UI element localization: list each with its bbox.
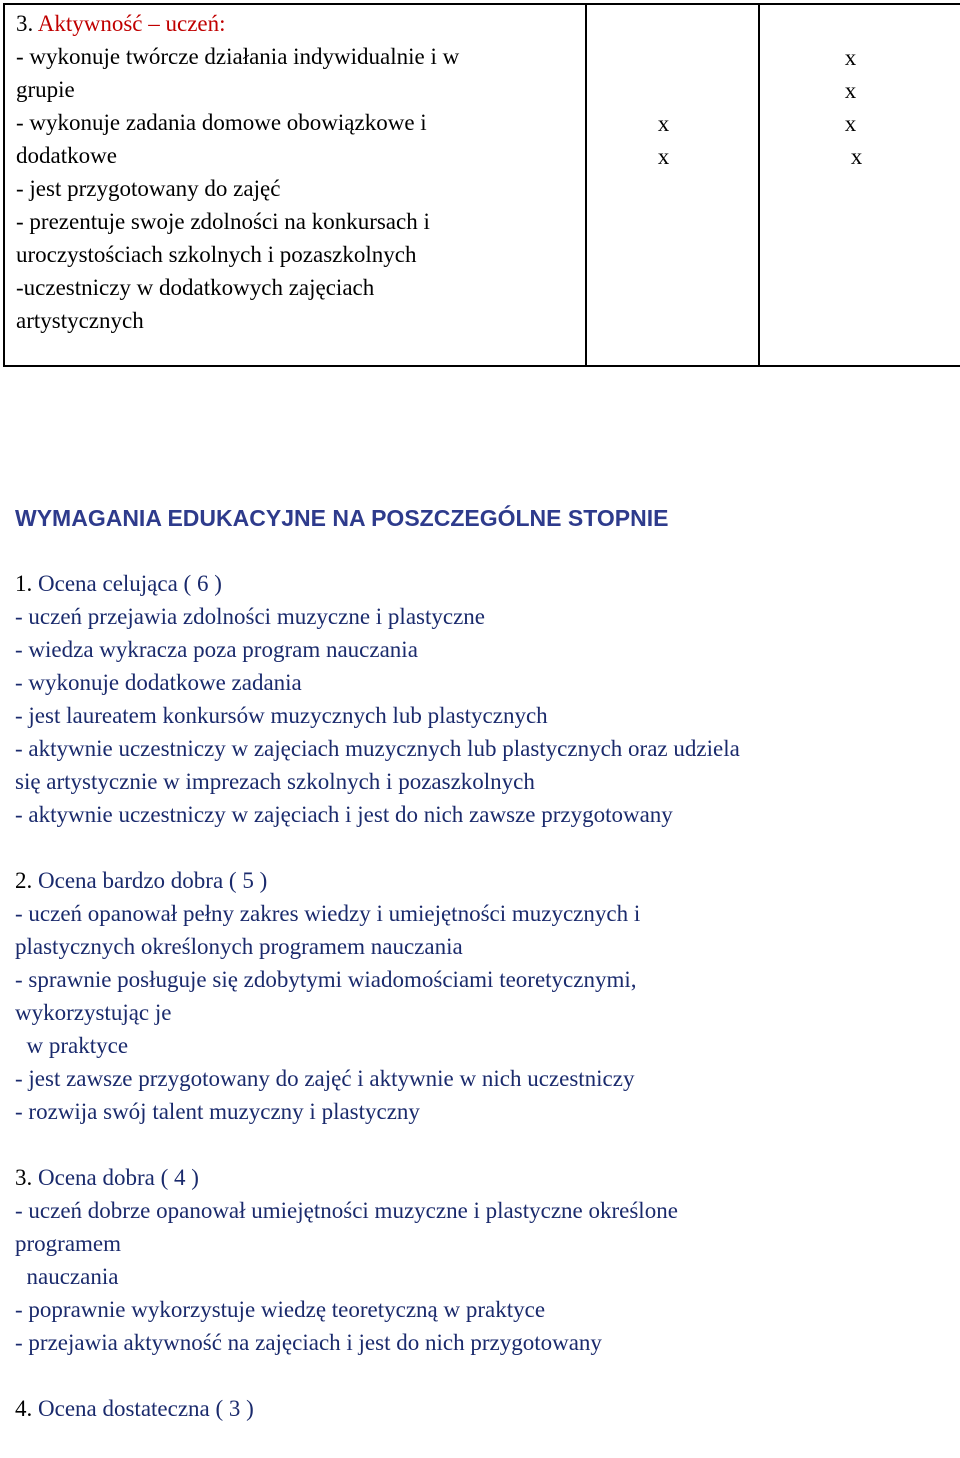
grade-line: - rozwija swój talent muzyczny i plastyczny	[15, 1099, 420, 1124]
assessment-table	[3, 3, 960, 367]
mark-x: x	[657, 144, 670, 169]
grade-number: 3.	[15, 1165, 33, 1190]
mark-list-a	[587, 5, 758, 173]
grade-line: w praktyce	[15, 1033, 129, 1058]
grade-block-5	[15, 864, 955, 1128]
grade-title: Ocena dobra ( 4 )	[38, 1165, 199, 1190]
grade-requirements	[15, 567, 955, 1458]
criteria-line: artystycznych	[16, 308, 144, 333]
grade-block-4	[15, 1161, 955, 1359]
grade-line: - aktywnie uczestniczy w zajęciach i jest do nich zawsze przygotowany	[15, 802, 673, 827]
criteria-line: - wykonuje twórcze działania indywidualnie i w	[16, 44, 460, 69]
grade-line: - poprawnie wykorzystuje wiedzę teoretyczną w praktyce	[15, 1297, 546, 1322]
criteria-line: - jest przygotowany do zajęć	[16, 176, 281, 201]
criteria-line: uroczystościach szkolnych i pozaszkolnych	[16, 242, 417, 267]
section-title: WYMAGANIA EDUKACYJNE NA POSZCZEGÓLNE STOPNIE	[15, 505, 669, 531]
grade-line: nauczania	[15, 1264, 119, 1289]
grade-line: - przejawia aktywność na zajęciach i jest do nich przygotowany	[15, 1330, 602, 1355]
grade-block-6	[15, 567, 955, 831]
criteria-heading-text: Aktywność – uczeń:	[37, 11, 226, 36]
grade-line: - aktywnie uczestniczy w zajęciach muzycznych lub plastycznych oraz udziela	[15, 736, 740, 761]
grade-line: się artystycznie w imprezach szkolnych i pozaszkolnych	[15, 769, 535, 794]
criteria-line: - wykonuje zadania domowe obowiązkowe i	[16, 110, 427, 135]
grade-line: - wiedza wykracza poza program nauczania	[15, 637, 418, 662]
grade-line: - sprawnie posługuje się zdobytymi wiadomościami teoretycznymi,	[15, 967, 637, 992]
grade-line: - wykonuje dodatkowe zadania	[15, 670, 302, 695]
mark-x: x	[850, 144, 863, 169]
grade-heading	[15, 1161, 955, 1194]
grade-line: wykorzystując je	[15, 1000, 172, 1025]
grade-line: plastycznych określonych programem nauczania	[15, 934, 463, 959]
grade-number: 1.	[15, 571, 33, 596]
mark-list-b	[760, 5, 960, 173]
grade-title: Ocena bardzo dobra ( 5 )	[38, 868, 268, 893]
grade-heading	[15, 864, 955, 897]
mark-x: x	[844, 111, 857, 136]
grade-line: - jest laureatem konkursów muzycznych lub plastycznych	[15, 703, 548, 728]
grade-heading	[15, 1392, 955, 1425]
mark-column-a	[586, 4, 759, 366]
grade-line: - uczeń przejawia zdolności muzyczne i plastyczne	[15, 604, 485, 629]
criteria-line: dodatkowe	[16, 143, 117, 168]
mark-column-b	[759, 4, 960, 366]
grade-title: Ocena dostateczna ( 3 )	[38, 1396, 254, 1421]
criteria-cell	[4, 4, 586, 366]
criteria-heading-number: 3.	[16, 11, 34, 36]
grade-number: 4.	[15, 1396, 33, 1421]
grade-line: - uczeń dobrze opanował umiejętności muzyczne i plastyczne określone	[15, 1198, 678, 1223]
grade-line: - uczeń opanował pełny zakres wiedzy i umiejętności muzycznych i	[15, 901, 641, 926]
criteria-text	[5, 5, 585, 337]
grade-line: - jest zawsze przygotowany do zajęć i aktywnie w nich uczestniczy	[15, 1066, 635, 1091]
grade-number: 2.	[15, 868, 33, 893]
grade-heading	[15, 567, 955, 600]
grade-title: Ocena celująca ( 6 )	[38, 571, 222, 596]
table-row	[4, 4, 960, 366]
criteria-heading	[16, 7, 585, 40]
criteria-line: - prezentuje swoje zdolności na konkursach i	[16, 209, 430, 234]
mark-x: x	[844, 78, 857, 103]
mark-x: x	[844, 45, 857, 70]
grade-line: programem	[15, 1231, 122, 1256]
mark-x: x	[657, 111, 670, 136]
criteria-line: -uczestniczy w dodatkowych zajęciach	[16, 275, 375, 300]
criteria-line: grupie	[16, 77, 75, 102]
grade-block-3	[15, 1392, 955, 1425]
